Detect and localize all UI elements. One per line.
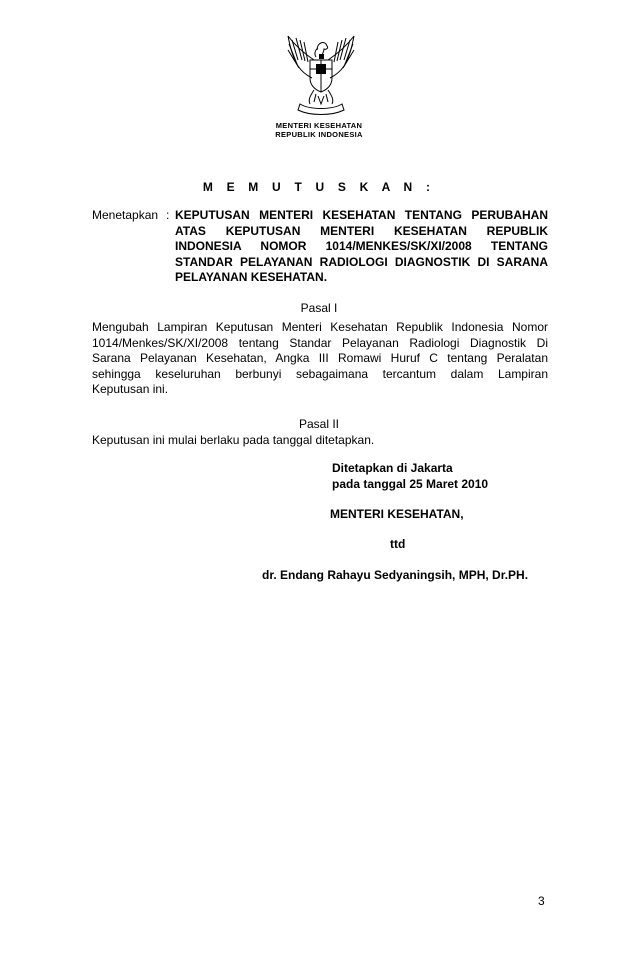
pasal-2-title: Pasal II (298, 417, 340, 431)
org-name-line1: MENTERI KESEHATAN (275, 121, 363, 130)
decision-title-line: INDONESIA NOMOR 1014/MENKES/SK/XI/2008 TENTANG (175, 239, 548, 254)
decision-title (175, 208, 548, 286)
pasal-1-body (92, 320, 548, 398)
org-name-line2: REPUBLIK INDONESIA (275, 130, 363, 139)
pasal-2-body: Keputusan ini mulai berlaku pada tanggal ditetapkan. (92, 433, 375, 447)
decision-title-line: ATAS KEPUTUSAN MENTERI KESEHATAN REPUBLIK (175, 223, 548, 238)
signature-date: pada tanggal 25 Maret 2010 (332, 477, 489, 491)
pasal-1-line: 1014/Menkes/SK/XI/2008 tentang Standar Pelayanan Radiologi Diagnostik Di (92, 335, 548, 350)
page-number: 3 (538, 894, 545, 908)
decision-title-line: STANDAR PELAYANAN RADIOLOGI DIAGNOSTIK DI SARANA (175, 254, 548, 269)
pasal-1-line: Sarana Pelayanan Kesehatan, Angka III Romawi Huruf C tentang Peralatan (92, 351, 548, 366)
signatory-name: dr. Endang Rahayu Sedyaningsih, MPH, Dr.PH. (262, 568, 529, 582)
pasal-1-line: Mengubah Lampiran Keputusan Menteri Kesehatan Republik Indonesia Nomor (92, 320, 548, 334)
signature-position: MENTERI KESEHATAN, (330, 507, 464, 521)
menetapkan-colon: : (166, 208, 170, 222)
pasal-1-line: sehingga keseluruhan berbunyi sebagaimana tercantum dalam Lampiran (92, 366, 548, 381)
decision-heading: M E M U T U S K A N : (202, 180, 436, 194)
menetapkan-label: Menetapkan (92, 208, 159, 222)
garuda-emblem-icon (280, 30, 362, 120)
pasal-1-title: Pasal I (300, 301, 338, 315)
signature-place: Ditetapkan di Jakarta (332, 461, 453, 475)
decision-title-line: PELAYANAN KESEHATAN. (175, 270, 328, 285)
signature-ttd: ttd (390, 537, 406, 551)
pasal-1-line: Keputusan ini. (92, 382, 169, 397)
decision-title-line: KEPUTUSAN MENTERI KESEHATAN TENTANG PERUBAHAN (175, 208, 548, 222)
